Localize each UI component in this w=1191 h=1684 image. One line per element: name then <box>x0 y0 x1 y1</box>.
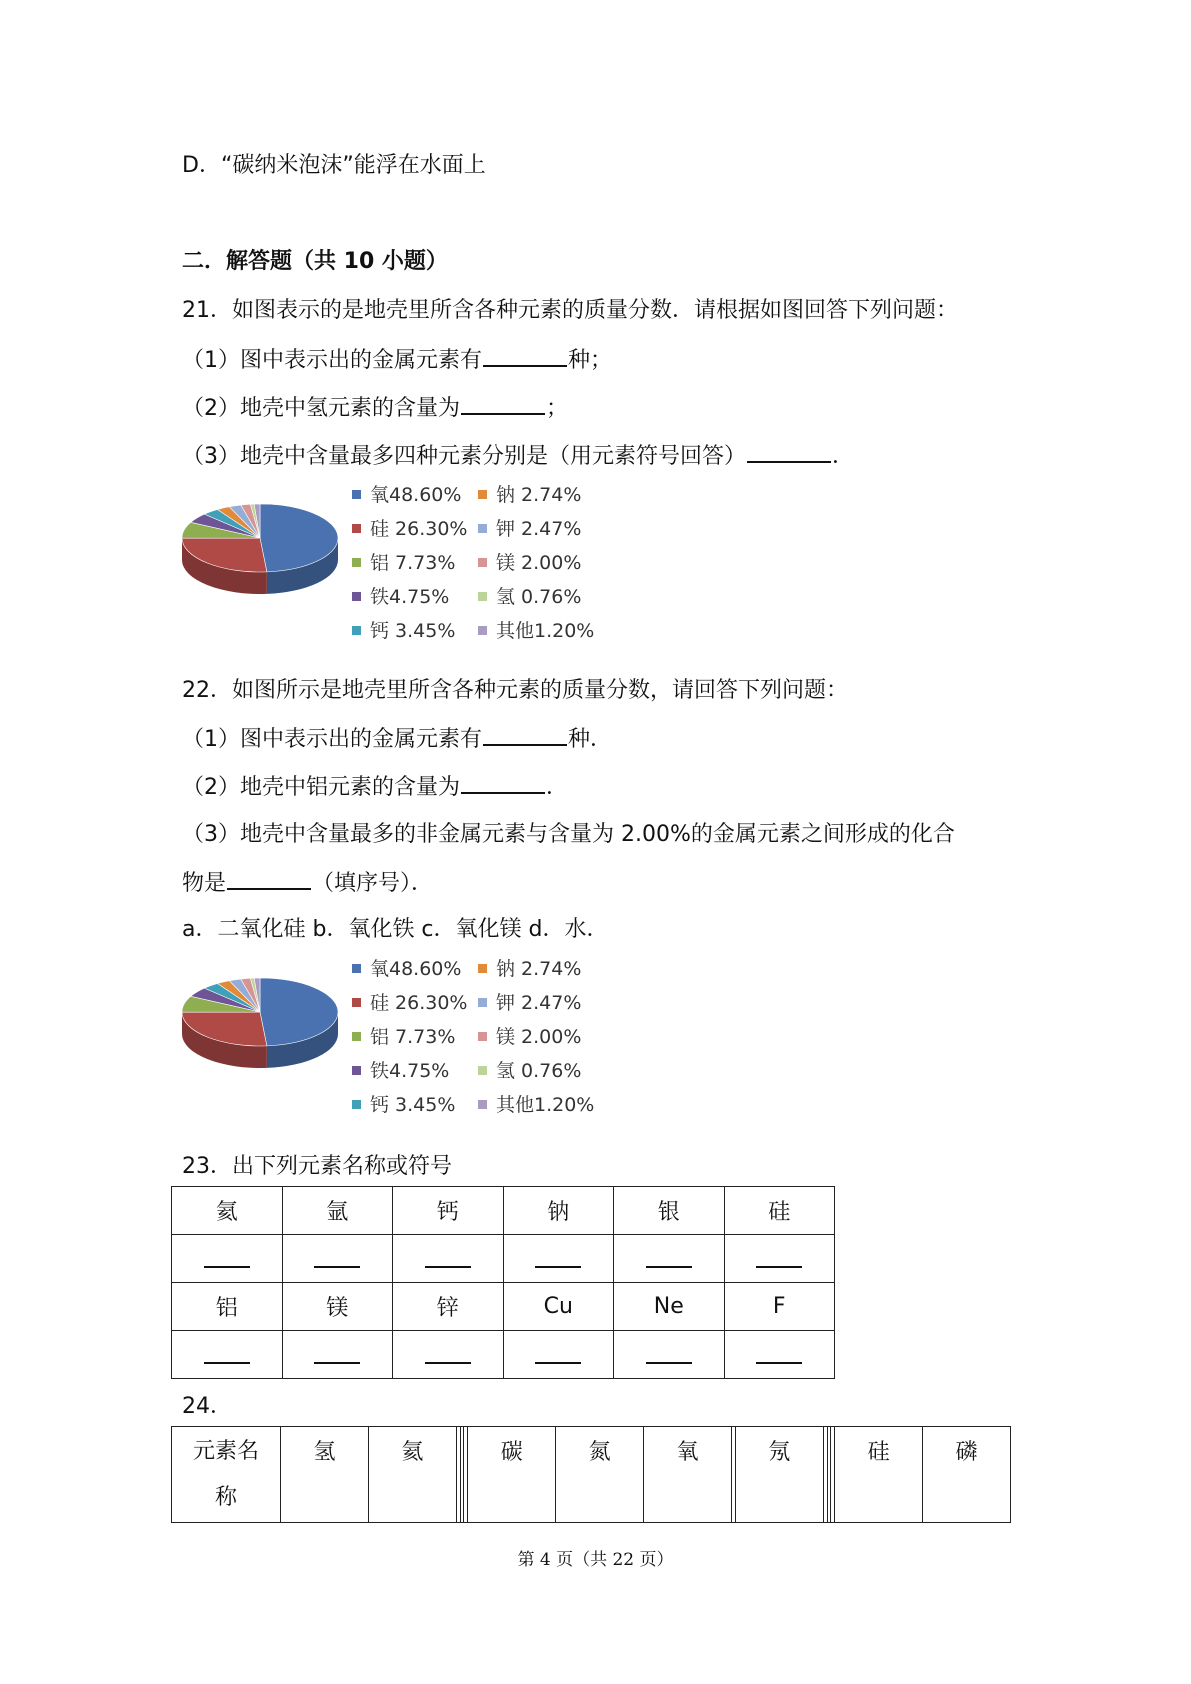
q22-stem: 22．如图所示是地壳里所含各种元素的质量分数，请回答下列问题： <box>182 678 848 703</box>
legend-swatch <box>352 964 361 973</box>
answer-cell[interactable] <box>503 1331 614 1379</box>
legend-swatch <box>352 1032 361 1041</box>
answer-cell[interactable] <box>172 1331 283 1379</box>
q21-part2-end: ； <box>546 396 569 421</box>
table-cell: 硅 <box>724 1187 835 1235</box>
legend-swatch <box>352 592 361 601</box>
answer-blank[interactable] <box>461 393 545 415</box>
q22-part1-end: 种． <box>568 727 613 752</box>
table-cell: 钠 <box>503 1187 614 1235</box>
legend-swatch <box>478 1032 487 1041</box>
q22-part2-end: ． <box>546 775 569 800</box>
q22-part3: （3）地壳中含量最多的非金属元素与含量为 2.00%的金属元素之间形成的化合 <box>182 822 955 847</box>
q22-part2-text: （2）地壳中铝元素的含量为 <box>182 775 460 800</box>
legend-label: 镁 2.00% <box>496 1026 582 1048</box>
legend-label: 钾 2.47% <box>496 518 582 540</box>
table-cell: 氧 <box>644 1427 732 1523</box>
legend-label: 氧48.60% <box>370 958 462 980</box>
answer-cell[interactable] <box>393 1331 504 1379</box>
q21-part1-end: 种； <box>568 348 613 373</box>
table-cell: 氖 <box>735 1427 823 1523</box>
table-cell: Cu <box>503 1283 614 1331</box>
legend-swatch <box>478 998 487 1007</box>
q21-stem: 21．如图表示的是地壳里所含各种元素的质量分数．请根据如图回答下列问题： <box>182 298 958 323</box>
q22-part3-cont-end: （填序号）． <box>312 871 434 896</box>
legend-label: 其他1.20% <box>496 1094 595 1116</box>
pie-chart-q21 <box>180 478 660 668</box>
legend-label: 铁4.75% <box>370 1060 450 1082</box>
table-cell: 磷 <box>923 1427 1011 1523</box>
answer-cell[interactable] <box>503 1235 614 1283</box>
answer-blank[interactable] <box>227 868 311 890</box>
legend-swatch <box>478 490 487 499</box>
q24-stem: 24． <box>182 1394 232 1419</box>
legend-swatch <box>352 1066 361 1075</box>
q22-part1 <box>182 724 612 755</box>
legend-label: 铝 7.73% <box>370 1026 456 1048</box>
legend-label: 氧48.60% <box>370 484 462 506</box>
legend-label: 镁 2.00% <box>496 552 582 574</box>
answer-cell[interactable] <box>393 1235 504 1283</box>
legend-label: 其他1.20% <box>496 620 595 642</box>
legend-label: 氢 0.76% <box>496 1060 582 1082</box>
legend-label: 硅 26.30% <box>370 992 468 1014</box>
answer-cell[interactable] <box>614 1331 725 1379</box>
table-cell: 银 <box>614 1187 725 1235</box>
page-footer: 第 4 页（共 22 页） <box>517 1550 674 1570</box>
q21-part3 <box>182 441 854 472</box>
q23-table <box>171 1186 835 1379</box>
section-title: 二．解答题（共 10 小题） <box>182 249 448 274</box>
legend-swatch <box>352 558 361 567</box>
legend-swatch <box>352 1100 361 1109</box>
q22-part2 <box>182 772 568 803</box>
table-cell: 硅 <box>835 1427 923 1523</box>
table-cell: 碳 <box>468 1427 556 1523</box>
legend-swatch <box>478 592 487 601</box>
table-cell: 铝 <box>172 1283 283 1331</box>
answer-cell[interactable] <box>724 1235 835 1283</box>
legend-swatch <box>478 524 487 533</box>
q21-part1 <box>182 345 612 376</box>
answer-cell[interactable] <box>172 1235 283 1283</box>
q21-part3-end: ． <box>832 444 855 469</box>
legend-label: 钾 2.47% <box>496 992 582 1014</box>
q21-part2-text: （2）地壳中氢元素的含量为 <box>182 396 460 421</box>
table-cell: 锌 <box>393 1283 504 1331</box>
answer-blank[interactable] <box>461 772 545 794</box>
answer-cell[interactable] <box>724 1331 835 1379</box>
q21-part1-text: （1）图中表示出的金属元素有 <box>182 348 482 373</box>
legend-swatch <box>352 626 361 635</box>
legend-label: 氢 0.76% <box>496 586 582 608</box>
table-cell: Ne <box>614 1283 725 1331</box>
legend-label: 铁4.75% <box>370 586 450 608</box>
answer-cell[interactable] <box>282 1235 393 1283</box>
q21-part2 <box>182 393 568 424</box>
table-cell: 镁 <box>282 1283 393 1331</box>
q24-header-line1: 元素名 <box>192 1438 259 1464</box>
q23-stem: 23．出下列元素名称或符号 <box>182 1154 452 1179</box>
answer-blank[interactable] <box>483 724 567 746</box>
answer-cell[interactable] <box>614 1235 725 1283</box>
q22-part3-cont <box>182 868 433 899</box>
q21-part3-text: （3）地壳中含量最多四种元素分别是（用元素符号回答） <box>182 444 746 469</box>
legend-swatch <box>478 558 487 567</box>
pie-chart-q22 <box>180 952 660 1142</box>
option-d: D．“碳纳米泡沫”能浮在水面上 <box>182 153 486 178</box>
q24-header-line2: 称 <box>214 1484 237 1510</box>
table-cell: 氢 <box>281 1427 369 1523</box>
q24-header <box>172 1427 281 1523</box>
table-cell: 氦 <box>368 1427 456 1523</box>
q22-part1-text: （1）图中表示出的金属元素有 <box>182 727 482 752</box>
table-cell: 钙 <box>393 1187 504 1235</box>
table-cell: 氦 <box>172 1187 283 1235</box>
legend-swatch <box>478 626 487 635</box>
legend-label: 铝 7.73% <box>370 552 456 574</box>
table-cell: 氩 <box>282 1187 393 1235</box>
answer-blank[interactable] <box>483 345 567 367</box>
legend-label: 钠 2.74% <box>496 958 582 980</box>
q22-part3-cont-text: 物是 <box>182 871 227 896</box>
legend-swatch <box>478 1100 487 1109</box>
legend-swatch <box>352 524 361 533</box>
table-cell: 氮 <box>556 1427 644 1523</box>
table-cell: F <box>724 1283 835 1331</box>
legend-label: 钠 2.74% <box>496 484 582 506</box>
legend-label: 钙 3.45% <box>370 1094 456 1116</box>
answer-cell[interactable] <box>282 1331 393 1379</box>
answer-blank[interactable] <box>747 441 831 463</box>
q22-options: a．二氧化硅 b．氧化铁 c．氧化镁 d．水． <box>182 917 609 942</box>
legend-swatch <box>478 1066 487 1075</box>
legend-swatch <box>352 998 361 1007</box>
legend-label: 硅 26.30% <box>370 518 468 540</box>
legend-swatch <box>352 490 361 499</box>
q24-table <box>171 1426 1011 1523</box>
legend-label: 钙 3.45% <box>370 620 456 642</box>
legend-swatch <box>478 964 487 973</box>
